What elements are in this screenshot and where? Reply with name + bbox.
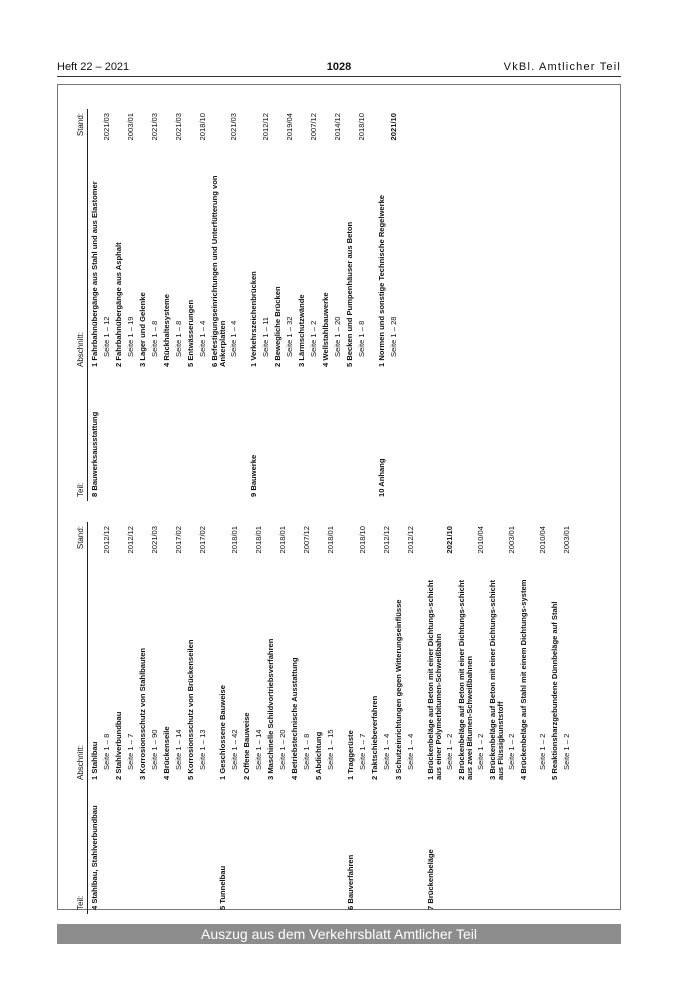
seite-cell: Seite 1 – 90 [150, 729, 159, 770]
seite-cell: Seite 1 – 8 [357, 320, 366, 357]
table-row [368, 522, 380, 914]
table-row [295, 109, 307, 501]
abschnitt-cell: 1 Verkehrszeichenbrücken [249, 271, 258, 367]
table-row [124, 522, 136, 914]
seite-cell: Seite 1 – 8 [102, 733, 111, 770]
table-row [455, 522, 474, 914]
table-row [112, 109, 124, 501]
table-row [344, 522, 356, 914]
table-row [184, 109, 196, 501]
stand-cell: 2007/12 [302, 526, 311, 554]
page-number: 1028 [326, 61, 352, 73]
table-row [343, 109, 355, 501]
stand-cell: 2012/12 [406, 526, 415, 554]
teil-cell: 6 Bauverfahren [346, 854, 355, 910]
abschnitt-cell: 2 Offene Bauweise [242, 712, 251, 780]
stand-cell: 2021/03 [150, 113, 159, 141]
table-row [264, 522, 276, 914]
abschnitt-cell: 1 Geschlossene Bauweise [218, 685, 227, 780]
abschnitt-cell: 3 Schutzeinrichtungen gegen Witterungseinflüsse [394, 599, 403, 780]
table-sheet-right [74, 109, 604, 501]
stand-cell: 2017/02 [174, 526, 183, 554]
table-row [312, 522, 324, 914]
abschnitt-cell: 4 Brückenseile [162, 726, 171, 780]
abschnitt-cell: 2 Stahlverbundbau [114, 711, 123, 780]
table-row [252, 522, 264, 914]
table-row [404, 522, 416, 914]
abschnitt-cell: 3 Korrosionsschutz von Stahlbauten [138, 647, 147, 780]
teil-cell: 4 Stahlbau, Stahlverbundbau [90, 805, 99, 910]
abschnitt-cell: 5 Korrosionsschutz von Brückenseilen [186, 639, 195, 780]
table-row [324, 522, 336, 914]
table-row [124, 109, 136, 501]
stand-cell: 2021/10 [445, 526, 454, 554]
teil-cell: 10 Anhang [377, 458, 386, 497]
table-row [240, 522, 252, 914]
stand-cell: 2007/12 [309, 113, 318, 141]
seite-cell: Seite 1 – 4 [406, 733, 415, 770]
seite-cell: Seite 1 – 28 [389, 316, 398, 357]
table-row [276, 522, 288, 914]
table-row [228, 522, 240, 914]
stand-cell: 2018/01 [254, 526, 263, 554]
teil-cell: 7 Brückenbeläge [426, 849, 435, 910]
stand-cell: 2012/12 [126, 526, 135, 554]
table-row [100, 109, 112, 501]
stand-cell: 2021/03 [150, 526, 159, 554]
table-row [548, 522, 560, 914]
abschnitt-cell: 4 Brückenbeläge auf Stahl mit einem Dichtungs-system [519, 579, 528, 780]
abschnitt-cell: 5 Abdichtung [314, 731, 323, 780]
seite-cell: Seite 1 – 2 [309, 320, 318, 357]
table-row [227, 109, 239, 501]
stand-cell: 2012/12 [382, 526, 391, 554]
abschnitt-cell: 5 Reaktionsharzgebundene Dünnbeläge auf Stahl [550, 601, 559, 780]
table-row [160, 522, 172, 914]
publication-title: VkBl. Amtlicher Teil [503, 61, 621, 73]
stand-cell: 2018/01 [278, 526, 287, 554]
stand-cell: 2003/01 [562, 526, 571, 554]
table-row [392, 522, 404, 914]
seite-cell: Seite 1 – 2 [538, 733, 547, 770]
table-header [74, 522, 88, 914]
table-row [505, 522, 517, 914]
table-row [300, 522, 312, 914]
col-abschnitt: Abschnitt: [76, 744, 85, 780]
table-row [88, 109, 100, 501]
stand-cell: 2010/04 [538, 526, 547, 554]
seite-cell: Seite 1 – 7 [358, 733, 367, 770]
table-row [319, 109, 331, 501]
abschnitt-cell: 3 Maschinelle Schildvortriebsverfahren [266, 638, 275, 780]
row-spacer [416, 522, 424, 914]
stand-cell: 2003/01 [126, 113, 135, 141]
col-stand: Stand: [76, 113, 85, 137]
abschnitt-cell: 1 Fahrbahnübergänge aus Stahl und aus Elastomer [90, 181, 99, 367]
seite-cell: Seite 1 – 8 [302, 733, 311, 770]
seite-cell: Seite 1 – 13 [198, 729, 207, 770]
table-row [283, 109, 295, 501]
seite-cell: Seite 1 – 15 [326, 729, 335, 770]
table-row [172, 109, 184, 501]
table-row [160, 109, 172, 501]
table-row [380, 522, 392, 914]
table-row [148, 522, 160, 914]
abschnitt-cell: 3 Brückenbeläge auf Beton mit einer Dichtungs-schicht aus Flüssigkunststoff [488, 579, 505, 780]
seite-cell: Seite 1 – 11 [261, 317, 270, 357]
abschnitt-cell: 2 Brückenbeläge auf Beton mit einer Dichtungs-schicht aus zwei Bitumen-Schweißbahnen [457, 579, 474, 780]
stand-cell: 2018/10 [357, 113, 366, 141]
stand-cell: 2018/01 [326, 526, 335, 554]
table-row [288, 522, 300, 914]
table-row [216, 522, 228, 914]
abschnitt-cell: 2 Fahrbahnübergänge aus Asphalt [114, 242, 123, 367]
seite-cell: Seite 1 – 7 [126, 733, 135, 770]
table-row [247, 109, 259, 501]
seite-cell: Seite 1 – 20 [278, 729, 287, 770]
table-row [474, 522, 486, 914]
seite-cell: Seite 1 – 14 [174, 729, 183, 770]
table-row [443, 522, 455, 914]
seite-cell: Seite 1 – 19 [126, 316, 135, 357]
table-row [355, 109, 367, 501]
col-stand: Stand: [76, 526, 85, 550]
table-row [259, 109, 271, 501]
table-row [208, 109, 227, 501]
footer-banner: Auszug aus dem Verkehrsblatt Amtlicher Teil [57, 924, 621, 944]
stand-cell: 2021/03 [174, 113, 183, 141]
table-row [196, 522, 208, 914]
abschnitt-cell: 1 Stahlbau [90, 741, 99, 780]
abschnitt-cell: 5 Entwässerungen [186, 299, 195, 367]
seite-cell: Seite 1 – 4 [198, 320, 207, 357]
stand-cell: 2021/10 [389, 113, 398, 141]
col-teil: Teil: [76, 482, 85, 497]
seite-cell: Seite 1 – 8 [150, 320, 159, 357]
table-row [356, 522, 368, 914]
abschnitt-cell: 4 Wellstahlbauwerke [321, 292, 330, 367]
stand-cell: 2012/12 [261, 113, 270, 141]
table-row [517, 522, 536, 914]
stand-cell: 2012/12 [102, 526, 111, 554]
stand-cell: 2003/01 [507, 526, 516, 554]
table-row [136, 522, 148, 914]
seite-cell: Seite 1 – 42 [230, 729, 239, 770]
table-sheet-left [74, 522, 604, 914]
seite-cell: Seite 1 – 4 [382, 733, 391, 770]
stand-cell: 2014/12 [333, 113, 342, 141]
abschnitt-cell: 2 Bewegliche Brücken [273, 286, 282, 367]
teil-cell: 5 Tunnelbau [218, 865, 227, 910]
abschnitt-cell: 1 Normen und sonstige Technische Regelwerke [377, 194, 386, 367]
stand-cell: 2017/02 [198, 526, 207, 554]
table-row [271, 109, 283, 501]
abschnitt-cell: 1 Traggerüste [346, 730, 355, 780]
table-row [88, 522, 100, 914]
table-row [184, 522, 196, 914]
seite-cell: Seite 1 – 14 [254, 729, 263, 770]
table-row [387, 109, 399, 501]
stand-cell: 2018/10 [198, 113, 207, 141]
stand-cell: 2010/04 [476, 526, 485, 554]
header-rule [57, 76, 621, 77]
col-abschnitt: Abschnitt: [76, 331, 85, 367]
abschnitt-cell: 4 Rückhaltesysteme [162, 293, 171, 367]
seite-cell: Seite 1 – 32 [285, 316, 294, 357]
seite-cell: Seite 1 – 2 [562, 733, 571, 770]
table-row [148, 109, 160, 501]
table-row [424, 522, 443, 914]
abschnitt-cell: 5 Becken und Pumpenhäuser aus Beton [345, 221, 354, 367]
abschnitt-cell: 6 Befestigungseinrichtungen und Unterfütterung von Ankerplatten [210, 175, 227, 367]
teil-cell: 9 Bauwerke [249, 454, 258, 497]
stand-cell: 2021/03 [102, 113, 111, 141]
abschnitt-cell: 1 Brückenbeläge auf Beton mit einer Dichtungs-schicht aus einer Polymerbitumen-Schweißbahn [426, 579, 443, 780]
table-row [536, 522, 548, 914]
col-teil: Teil: [76, 895, 85, 910]
issue-label: Heft 22 – 2021 [57, 61, 130, 73]
teil-cell: 8 Bauwerksausstattung [90, 411, 99, 497]
row-spacer [208, 522, 216, 914]
seite-cell: Seite 1 – 2 [507, 733, 516, 770]
seite-cell: Seite 1 – 2 [445, 733, 454, 770]
table-row [112, 522, 124, 914]
row-spacer [239, 109, 247, 501]
abschnitt-cell: 3 Lager und Gelenke [138, 292, 147, 367]
seite-cell: Seite 1 – 8 [174, 320, 183, 357]
stand-cell: 2018/01 [230, 526, 239, 554]
table-header [74, 109, 88, 501]
table-row [560, 522, 572, 914]
stand-cell: 2021/03 [229, 113, 238, 141]
abschnitt-cell: 4 Betriebstechnische Ausstattung [290, 657, 299, 780]
seite-cell: Seite 1 – 12 [102, 316, 111, 357]
table-row [486, 522, 505, 914]
table-row [331, 109, 343, 501]
seite-cell: Seite 1 – 2 [476, 733, 485, 770]
stand-cell: 2018/10 [358, 526, 367, 554]
table-row [100, 522, 112, 914]
table-row [136, 109, 148, 501]
table-row [307, 109, 319, 501]
row-spacer [336, 522, 344, 914]
table-row [375, 109, 387, 501]
stand-cell: 2019/04 [285, 113, 294, 141]
row-spacer [367, 109, 375, 501]
table-row [196, 109, 208, 501]
table-row [172, 522, 184, 914]
abschnitt-cell: 2 Taktschiebeverfahren [370, 695, 379, 780]
seite-cell: Seite 1 – 20 [333, 316, 342, 357]
abschnitt-cell: 3 Lärmschutzwände [297, 294, 306, 367]
seite-cell: Seite 1 – 4 [229, 320, 238, 357]
